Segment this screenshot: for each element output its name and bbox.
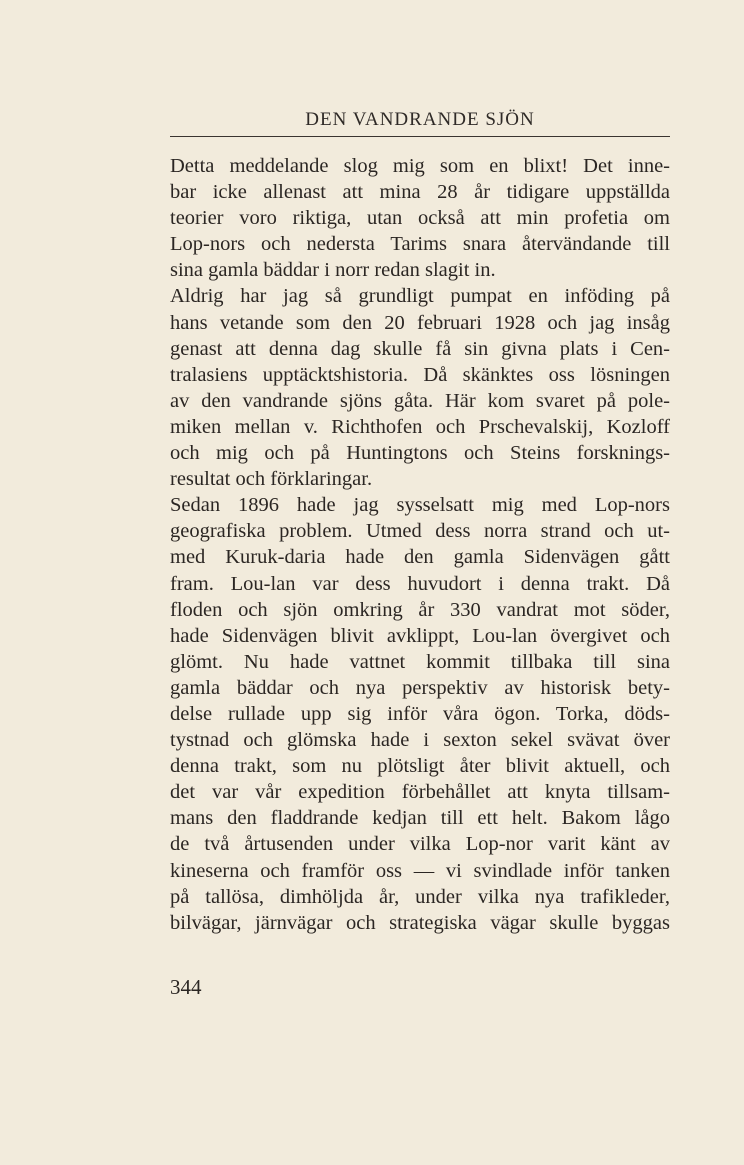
text-line: hade Sidenvägen blivit avklippt, Lou-lan övergivet och [170, 624, 670, 647]
header-rule [170, 136, 670, 137]
text-line: Lop-nors och nedersta Tarims snara återvändande till [170, 233, 670, 256]
text-line: av den vandrande sjöns gåta. Här kom svaret på pole- [170, 389, 670, 412]
text-line: gamla bäddar och nya perspektiv av historisk bety- [170, 676, 670, 699]
text-line: Detta meddelande slog mig som en blixt! Det inne- [170, 155, 670, 177]
text-line: tralasiens upptäcktshistoria. Då skänktes oss lösningen [170, 363, 670, 386]
body-text [170, 153, 670, 936]
text-line: det var vår expedition förbehållet att knyta tillsam- [170, 781, 670, 804]
running-head: DEN VANDRANDE SJÖN [305, 109, 535, 130]
text-line: floden och sjön omkring år 330 vandrat mot söder, [170, 598, 670, 621]
text-line: mans den fladdrande kedjan till ett helt. Bakom lågo [170, 807, 670, 830]
text-line: glömt. Nu hade vattnet kommit tillbaka till sina [170, 650, 670, 673]
text-line: denna trakt, som nu plötsligt åter blivit aktuell, och [170, 755, 670, 778]
page-number: 344 [170, 975, 202, 999]
text-line: genast att denna dag skulle få sin givna plats i Cen- [170, 337, 670, 360]
text-line: på tallösa, dimhöljda år, under vilka nya trafikleder, [170, 885, 670, 908]
text-line: Aldrig har jag så grundligt pumpat en inföding på [170, 285, 670, 308]
text-line: de två årtusenden under vilka Lop-nor varit känt av [170, 833, 670, 856]
text-line: tystnad och glömska hade i sexton sekel svävat över [170, 729, 670, 752]
text-line: med Kuruk-daria hade den gamla Sidenvägen gått [170, 546, 670, 569]
text-line: fram. Lou-lan var dess huvudort i denna trakt. Då [170, 572, 670, 595]
text-line: delse rullade upp sig inför våra ögon. Torka, döds- [170, 702, 670, 725]
text-line: och mig och på Huntingtons och Steins forsknings- [170, 442, 670, 465]
text-line: bilvägar, järnvägar och strategiska vägar skulle byggas [170, 911, 670, 934]
text-line: bar icke allenast att mina 28 år tidigare uppställda [170, 181, 670, 204]
text-line: miken mellan v. Richthofen och Prschevalskij, Kozloff [170, 415, 670, 438]
text-line: teorier voro riktiga, utan också att min profetia om [170, 207, 670, 230]
text-line: resultat och förklaringar. [170, 468, 373, 491]
text-line: sina gamla bäddar i norr redan slagit in. [170, 259, 496, 282]
text-line: hans vetande som den 20 februari 1928 och jag insåg [170, 311, 670, 334]
text-line: kineserna och framför oss — vi svindlade inför tanken [170, 859, 670, 882]
text-line: geografiska problem. Utmed dess norra strand och ut- [170, 520, 670, 543]
text-line: Sedan 1896 hade jag sysselsatt mig med Lop-nors [170, 494, 670, 517]
